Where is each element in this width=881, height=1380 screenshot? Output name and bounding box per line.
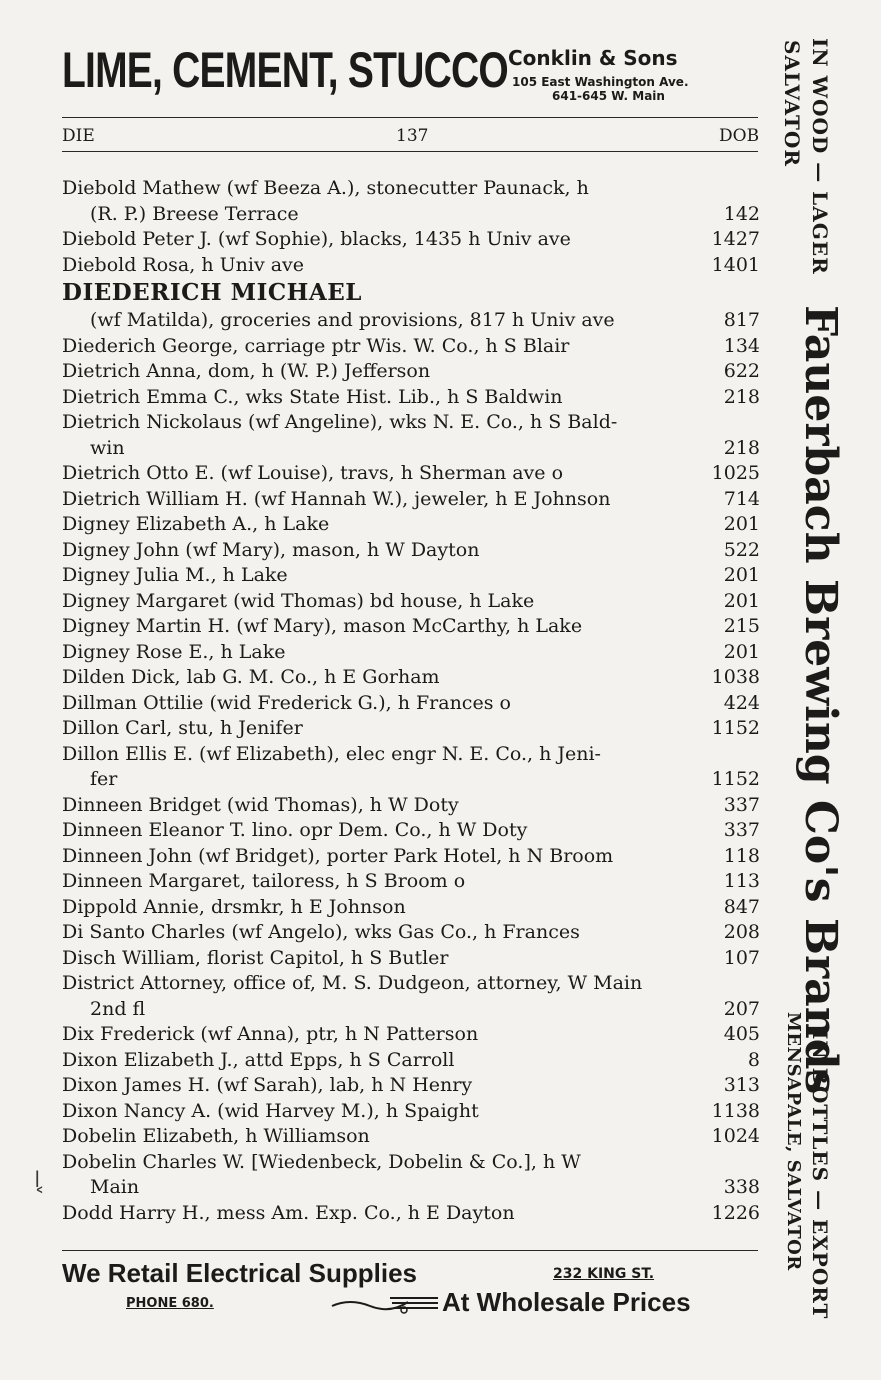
entry-number: 201 <box>723 513 760 535</box>
directory-entry <box>62 742 760 768</box>
side-ad-bottom-line1: IN BOTTLES — EXPORT <box>808 1030 832 1320</box>
entry-text: Dinneen Margaret, tailoress, h S Broom o <box>62 870 466 892</box>
entry-number: 201 <box>723 589 760 612</box>
directory-entry <box>62 946 760 972</box>
entry-text: Digney Margaret (wid Thomas) bd house, h Lake <box>62 589 535 612</box>
entry-number: 1024 <box>711 1125 760 1147</box>
entry-text: 2nd fl <box>90 997 146 1020</box>
directory-entry <box>62 359 760 385</box>
entry-text: Diebold Rosa, h Univ ave <box>62 253 305 276</box>
directory-entry <box>62 202 760 228</box>
running-head-right: DOB <box>719 126 760 146</box>
directory-entry <box>62 227 760 253</box>
entry-text: Dixon Elizabeth J., attd Epps, h S Carroll <box>62 1048 455 1071</box>
entry-number: 1038 <box>711 666 760 688</box>
directory-entry <box>62 487 760 513</box>
directory-entry <box>62 1150 760 1176</box>
entry-number: 337 <box>723 819 760 841</box>
directory-entry <box>62 461 760 487</box>
entry-text: fer <box>90 768 118 790</box>
entry-number: 113 <box>723 870 760 892</box>
entry-text: Digney Elizabeth A., h Lake <box>62 513 330 535</box>
directory-entry <box>62 1201 760 1227</box>
entry-text: Dippold Annie, drsmkr, h E Johnson <box>62 895 406 918</box>
entry-number: 847 <box>723 895 760 918</box>
entry-number: 1138 <box>711 1099 760 1122</box>
directory-entry <box>62 895 760 921</box>
directory-entry <box>62 589 760 615</box>
entry-text: Digney Rose E., h Lake <box>62 640 286 663</box>
entry-text: Dilden Dick, lab G. M. Co., h E Gorham <box>62 666 440 688</box>
header-company: Conklin & Sons <box>508 46 678 70</box>
directory-entry <box>62 920 760 946</box>
entry-text: Dinneen Bridget (wid Thomas), h W Doty <box>62 793 459 816</box>
header-address-line2: 641-645 W. Main <box>552 89 665 103</box>
entry-number: 338 <box>723 1176 760 1198</box>
entry-number: 1152 <box>711 768 760 790</box>
directory-entry <box>62 869 760 895</box>
entry-text: Dillman Ottilie (wid Frederick G.), h Frances o <box>62 691 511 714</box>
directory-entry <box>62 410 760 436</box>
entry-number: 142 <box>723 202 760 225</box>
entry-text: Dixon James H. (wf Sarah), lab, h N Henry <box>62 1074 473 1096</box>
side-ad-bottom-line2: MENSAPALE, SALVATOR <box>783 1012 804 1271</box>
entry-text: Dietrich Nickolaus (wf Angeline), wks N. E. Co., h S Bald- <box>62 411 618 433</box>
entry-text: (R. P.) Breese Terrace <box>90 202 299 225</box>
entry-text: Diebold Peter J. (wf Sophie), blacks, 1435 h Univ ave <box>62 228 571 250</box>
entry-text: Diebold Mathew (wf Beeza A.), stonecutter Paunack, h <box>62 177 589 199</box>
directory-entry <box>62 308 760 334</box>
entry-number: 405 <box>723 1023 760 1045</box>
directory-entry <box>62 538 760 564</box>
directory-entry <box>62 563 760 589</box>
footer-rule <box>62 1250 758 1251</box>
entry-number: 201 <box>723 564 760 586</box>
directory-entry <box>62 793 760 819</box>
entry-number: 1401 <box>711 253 760 276</box>
entry-number: 107 <box>723 946 760 969</box>
directory-entry <box>62 665 760 691</box>
entry-text: Dixon Nancy A. (wid Harvey M.), h Spaight <box>62 1099 479 1122</box>
directory-entry <box>62 614 760 640</box>
entry-number: 201 <box>723 640 760 663</box>
directory-entry <box>62 716 760 742</box>
entry-number: 215 <box>723 615 760 637</box>
entry-text: Dodd Harry H., mess Am. Exp. Co., h E Dayton <box>62 1201 515 1224</box>
entry-number: 1025 <box>711 462 760 484</box>
entry-number: 1152 <box>711 717 760 739</box>
entry-text: Dinneen Eleanor T. lino. opr Dem. Co., h W Doty <box>62 819 528 841</box>
running-head-left: DIE <box>62 126 95 146</box>
entry-number: 424 <box>723 691 760 714</box>
directory-entry <box>62 253 760 279</box>
directory-entry <box>62 971 760 997</box>
entry-text: Dobelin Elizabeth, h Williamson <box>62 1125 370 1147</box>
directory-entry <box>62 1073 760 1099</box>
flourish-icon <box>330 1292 440 1316</box>
entry-text: Dietrich Anna, dom, h (W. P.) Jefferson <box>62 360 431 382</box>
directory-entry <box>62 691 760 717</box>
directory-entry <box>62 1048 760 1074</box>
directory-entry <box>62 334 760 360</box>
header-address-line1: 105 East Washington Ave. <box>512 75 689 89</box>
entry-text: Dietrich Otto E. (wf Louise), travs, h Sherman ave o <box>62 462 564 484</box>
entry-text: Main <box>90 1176 140 1198</box>
entry-text: win <box>90 436 125 459</box>
entry-number: 218 <box>723 385 760 408</box>
side-ad-main: Fauerbach Brewing Co's Brands <box>795 305 846 1095</box>
directory-entry <box>62 1124 760 1150</box>
header-rule <box>62 117 758 118</box>
entry-text: Disch William, florist Capitol, h S Butler <box>62 946 449 969</box>
footer-phone: PHONE 680. <box>126 1296 214 1311</box>
entry-text: Dix Frederick (wf Anna), ptr, h N Patterson <box>62 1023 479 1045</box>
entry-text: District Attorney, office of, M. S. Dudgeon, attorney, W Main <box>62 972 643 994</box>
entry-number: 118 <box>723 844 760 867</box>
entry-text: Diederich George, carriage ptr Wis. W. Co., h S Blair <box>62 334 570 357</box>
directory-entry <box>62 844 760 870</box>
entry-number: 1226 <box>711 1201 760 1224</box>
entry-text: Dillon Carl, stu, h Jenifer <box>62 717 303 739</box>
directory-entry <box>62 512 760 538</box>
directory-entry <box>62 640 760 666</box>
entry-text: Dillon Ellis E. (wf Elizabeth), elec engr N. E. Co., h Jeni- <box>62 742 601 765</box>
entry-number: 1427 <box>711 228 760 250</box>
entry-number: 8 <box>747 1048 760 1071</box>
directory-entry <box>62 1022 760 1048</box>
entry-text: Digney Julia M., h Lake <box>62 564 288 586</box>
footer-line2: At Wholesale Prices <box>442 1287 691 1317</box>
side-ad-top-line1: IN WOOD — LAGER <box>808 38 832 275</box>
header-title: LIME, CEMENT, STUCCO <box>62 42 508 98</box>
entry-number: 622 <box>723 360 760 382</box>
entry-text: DIEDERICH MICHAEL <box>62 279 362 306</box>
directory-entry <box>62 176 760 202</box>
directory-entry <box>62 1175 760 1201</box>
footer-address: 232 KING ST. <box>553 1266 655 1282</box>
page-number: 137 <box>396 126 429 146</box>
entry-number: 714 <box>723 487 760 510</box>
entry-number: 817 <box>723 309 760 331</box>
running-head-rule <box>62 151 758 152</box>
entry-text: Dobelin Charles W. [Wiedenbeck, Dobelin & Co.], h W <box>62 1150 581 1173</box>
entry-text: Dietrich Emma C., wks State Hist. Lib., h S Baldwin <box>62 385 563 408</box>
entry-text: (wf Matilda), groceries and provisions, 817 h Univ ave <box>90 309 615 331</box>
directory-entries <box>62 176 760 1226</box>
directory-entry <box>62 278 760 308</box>
entry-number: 207 <box>723 997 760 1020</box>
entry-number: 522 <box>723 538 760 561</box>
entry-text: Digney John (wf Mary), mason, h W Dayton <box>62 538 480 561</box>
entry-text: Digney Martin H. (wf Mary), mason McCarthy, h Lake <box>62 615 583 637</box>
directory-entry <box>62 436 760 462</box>
entry-text: Dinneen John (wf Bridget), porter Park Hotel, h N Broom <box>62 844 614 867</box>
entry-number: 208 <box>723 921 760 943</box>
directory-entry <box>62 997 760 1023</box>
footer-line1: We Retail Electrical Supplies <box>62 1258 417 1288</box>
entry-text: Di Santo Charles (wf Angelo), wks Gas Co., h Frances <box>62 921 580 943</box>
entry-number: 134 <box>723 334 760 357</box>
directory-entry <box>62 818 760 844</box>
entry-text: Dietrich William H. (wf Hannah W.), jeweler, h E Johnson <box>62 487 611 510</box>
directory-entry <box>62 1099 760 1125</box>
directory-entry <box>62 767 760 793</box>
margin-mark: ǀ ˂ <box>34 1168 45 1211</box>
entry-number: 218 <box>723 436 760 459</box>
entry-number: 313 <box>723 1074 760 1096</box>
side-ad-top-line2: SALVATOR <box>780 40 804 167</box>
directory-entry <box>62 385 760 411</box>
entry-number: 337 <box>723 793 760 816</box>
